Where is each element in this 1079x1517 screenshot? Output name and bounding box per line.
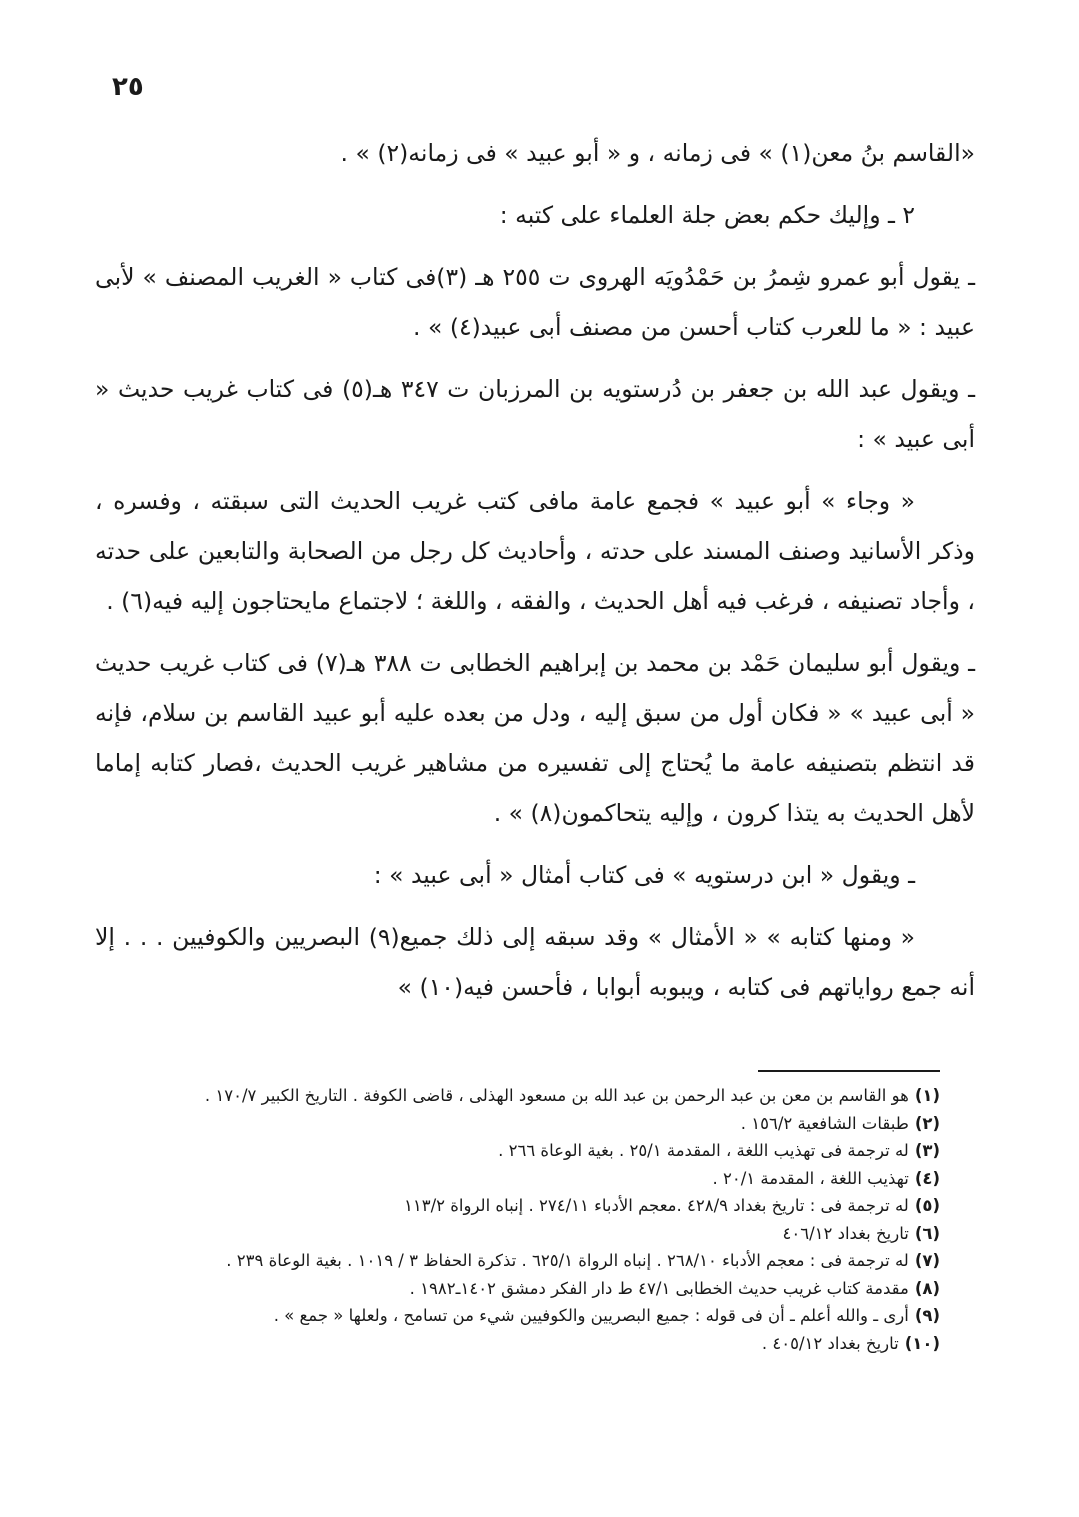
footnote — [95, 1330, 940, 1358]
footnote — [95, 1247, 940, 1275]
footnote-text: تهذيب اللغة ، المقدمة ٢٠/١ . — [712, 1168, 909, 1188]
footnote-number: (٢) — [914, 1113, 940, 1133]
footnote — [95, 1082, 940, 1110]
footnote — [95, 1302, 940, 1330]
footnote-separator — [758, 1070, 940, 1072]
footnote-number: (٩) — [914, 1306, 940, 1325]
footnote-number: (٤) — [914, 1168, 940, 1188]
footnote — [95, 1165, 940, 1193]
paragraph: ـ ويقول « ابن درستويه » فى كتاب أمثال « أبى عبيد » : — [373, 861, 915, 889]
footnote-number: (١) — [914, 1086, 940, 1105]
footnotes — [95, 1082, 940, 1357]
footnote-text: تاريخ بغداد ٤٠٦/١٢ — [782, 1223, 909, 1243]
paragraph: ٢ ـ وإليك حكم بعض جلة العلماء على كتبه : — [499, 201, 915, 229]
footnote-text: تاريخ بغداد ٤٠٥/١٢ . — [761, 1333, 899, 1353]
paragraph: « ومنها كتابه » « الأمثال » وقد سبقه إلى ذلك جميع(٩) البصريين والكوفيين . . . إلا أنه جمع رواياتهم فى كتابه ، ويبوبه أبوابا ، فأحسن فيه(١٠) » — [95, 923, 975, 1001]
footnote-number: (١٠) — [904, 1333, 940, 1353]
paragraph: ـ يقول أبو عمرو شِمرُ بن حَمْدُويَه الهروى ت ٢٥٥ هـ (٣)فى كتاب « الغريب المصنف » لأبى عبيد : « ما للعرب كتاب أحسن من مصنف أبى عبيد(٤) » . — [95, 263, 975, 341]
footnote — [95, 1192, 940, 1220]
footnote-text: له ترجمة فى : معجم الأدباء ٢٦٨/١٠ . إنباه الرواة ٦٢٥/١ . تذكرة الحفاظ ٣ / ١٠١٩ . بغية الوعاة ٢٣٩ . — [226, 1251, 909, 1270]
footnote-text: مقدمة كتاب غريب حديث الخطابى ٤٧/١ ط دار الفكر دمشق ١٤٠٢ـ١٩٨٢ . — [409, 1278, 909, 1298]
footnote — [95, 1275, 940, 1303]
paragraph: « وجاء » أبو عبيد » فجمع عامة مافى كتب غريب الحديث التى سبقته ، وفسره ، وذكر الأسانيد وصنف المسند على حدته ، وأحاديث كل رجل من الصحابة والتابعين على حدته ، وأجاد تصنيفه ، فرغب فيه أهل الحديث ، والفقه ، واللغة ؛ لاجتماع مايحتاجون إليه فيه(٦) . — [95, 487, 975, 615]
footnote-text: له ترجمة فى تهذيب اللغة ، المقدمة ٢٥/١ . بغية الوعاة ٢٦٦ . — [498, 1141, 909, 1160]
footnote-text: هو القاسم بن معن بن عبد الرحمن بن عبد الله بن مسعود الهذلى ، قاضى الكوفة . التاريخ الكبير ١٧٠/٧ . — [204, 1086, 909, 1105]
footnote-text: له ترجمة فى : تاريخ بغداد ٤٢٨/٩ .معجم الأدباء ٢٧٤/١١ . إنباه الرواة ١١٣/٢ — [404, 1196, 909, 1215]
footnote-number: (٨) — [914, 1278, 940, 1298]
main-text — [95, 128, 975, 1024]
paragraph: «القاسم بنُ معن(١) » فى زمانه ، و « أبو عبيد » فى زمانه(٢) » . — [340, 139, 975, 167]
footnote — [95, 1137, 940, 1165]
footnote — [95, 1110, 940, 1138]
footnote-number: (٥) — [914, 1196, 940, 1215]
footnote-text: طبقات الشافعية ١٥٦/٢ . — [740, 1113, 909, 1133]
paragraph: ـ ويقول عبد الله بن جعفر بن دُرستويه بن المرزبان ت ٣٤٧ هـ(٥) فى كتاب غريب حديث « أبى عبيد » : — [95, 375, 975, 453]
footnote-text: أرى ـ والله أعلم ـ أن فى قوله : جميع البصريين والكوفيين شيء من تسامح ، ولعلها « جمع » . — [273, 1306, 909, 1325]
footnote-number: (٦) — [914, 1223, 940, 1243]
footnote-number: (٣) — [914, 1141, 940, 1160]
footnote — [95, 1220, 940, 1248]
footnote-number: (٧) — [914, 1251, 940, 1270]
page-number: ٢٥ — [112, 72, 144, 102]
paragraph: ـ ويقول أبو سليمان حَمْد بن محمد بن إبراهيم الخطابى ت ٣٨٨ هـ(٧) فى كتاب غريب حديث « أبى عبيد » « فكان أول من سبق إليه ، ودل من بعده عليه أبو عبيد القاسم بن سلام، فإنه قد انتظم بتصنيفه عامة ما يُحتاج إلى تفسيره من مشاهير غريب الحديث ،فصار كتابه إماما لأهل الحديث به يتذا كرون ، وإليه يتحاكمون(٨) » . — [95, 649, 975, 827]
